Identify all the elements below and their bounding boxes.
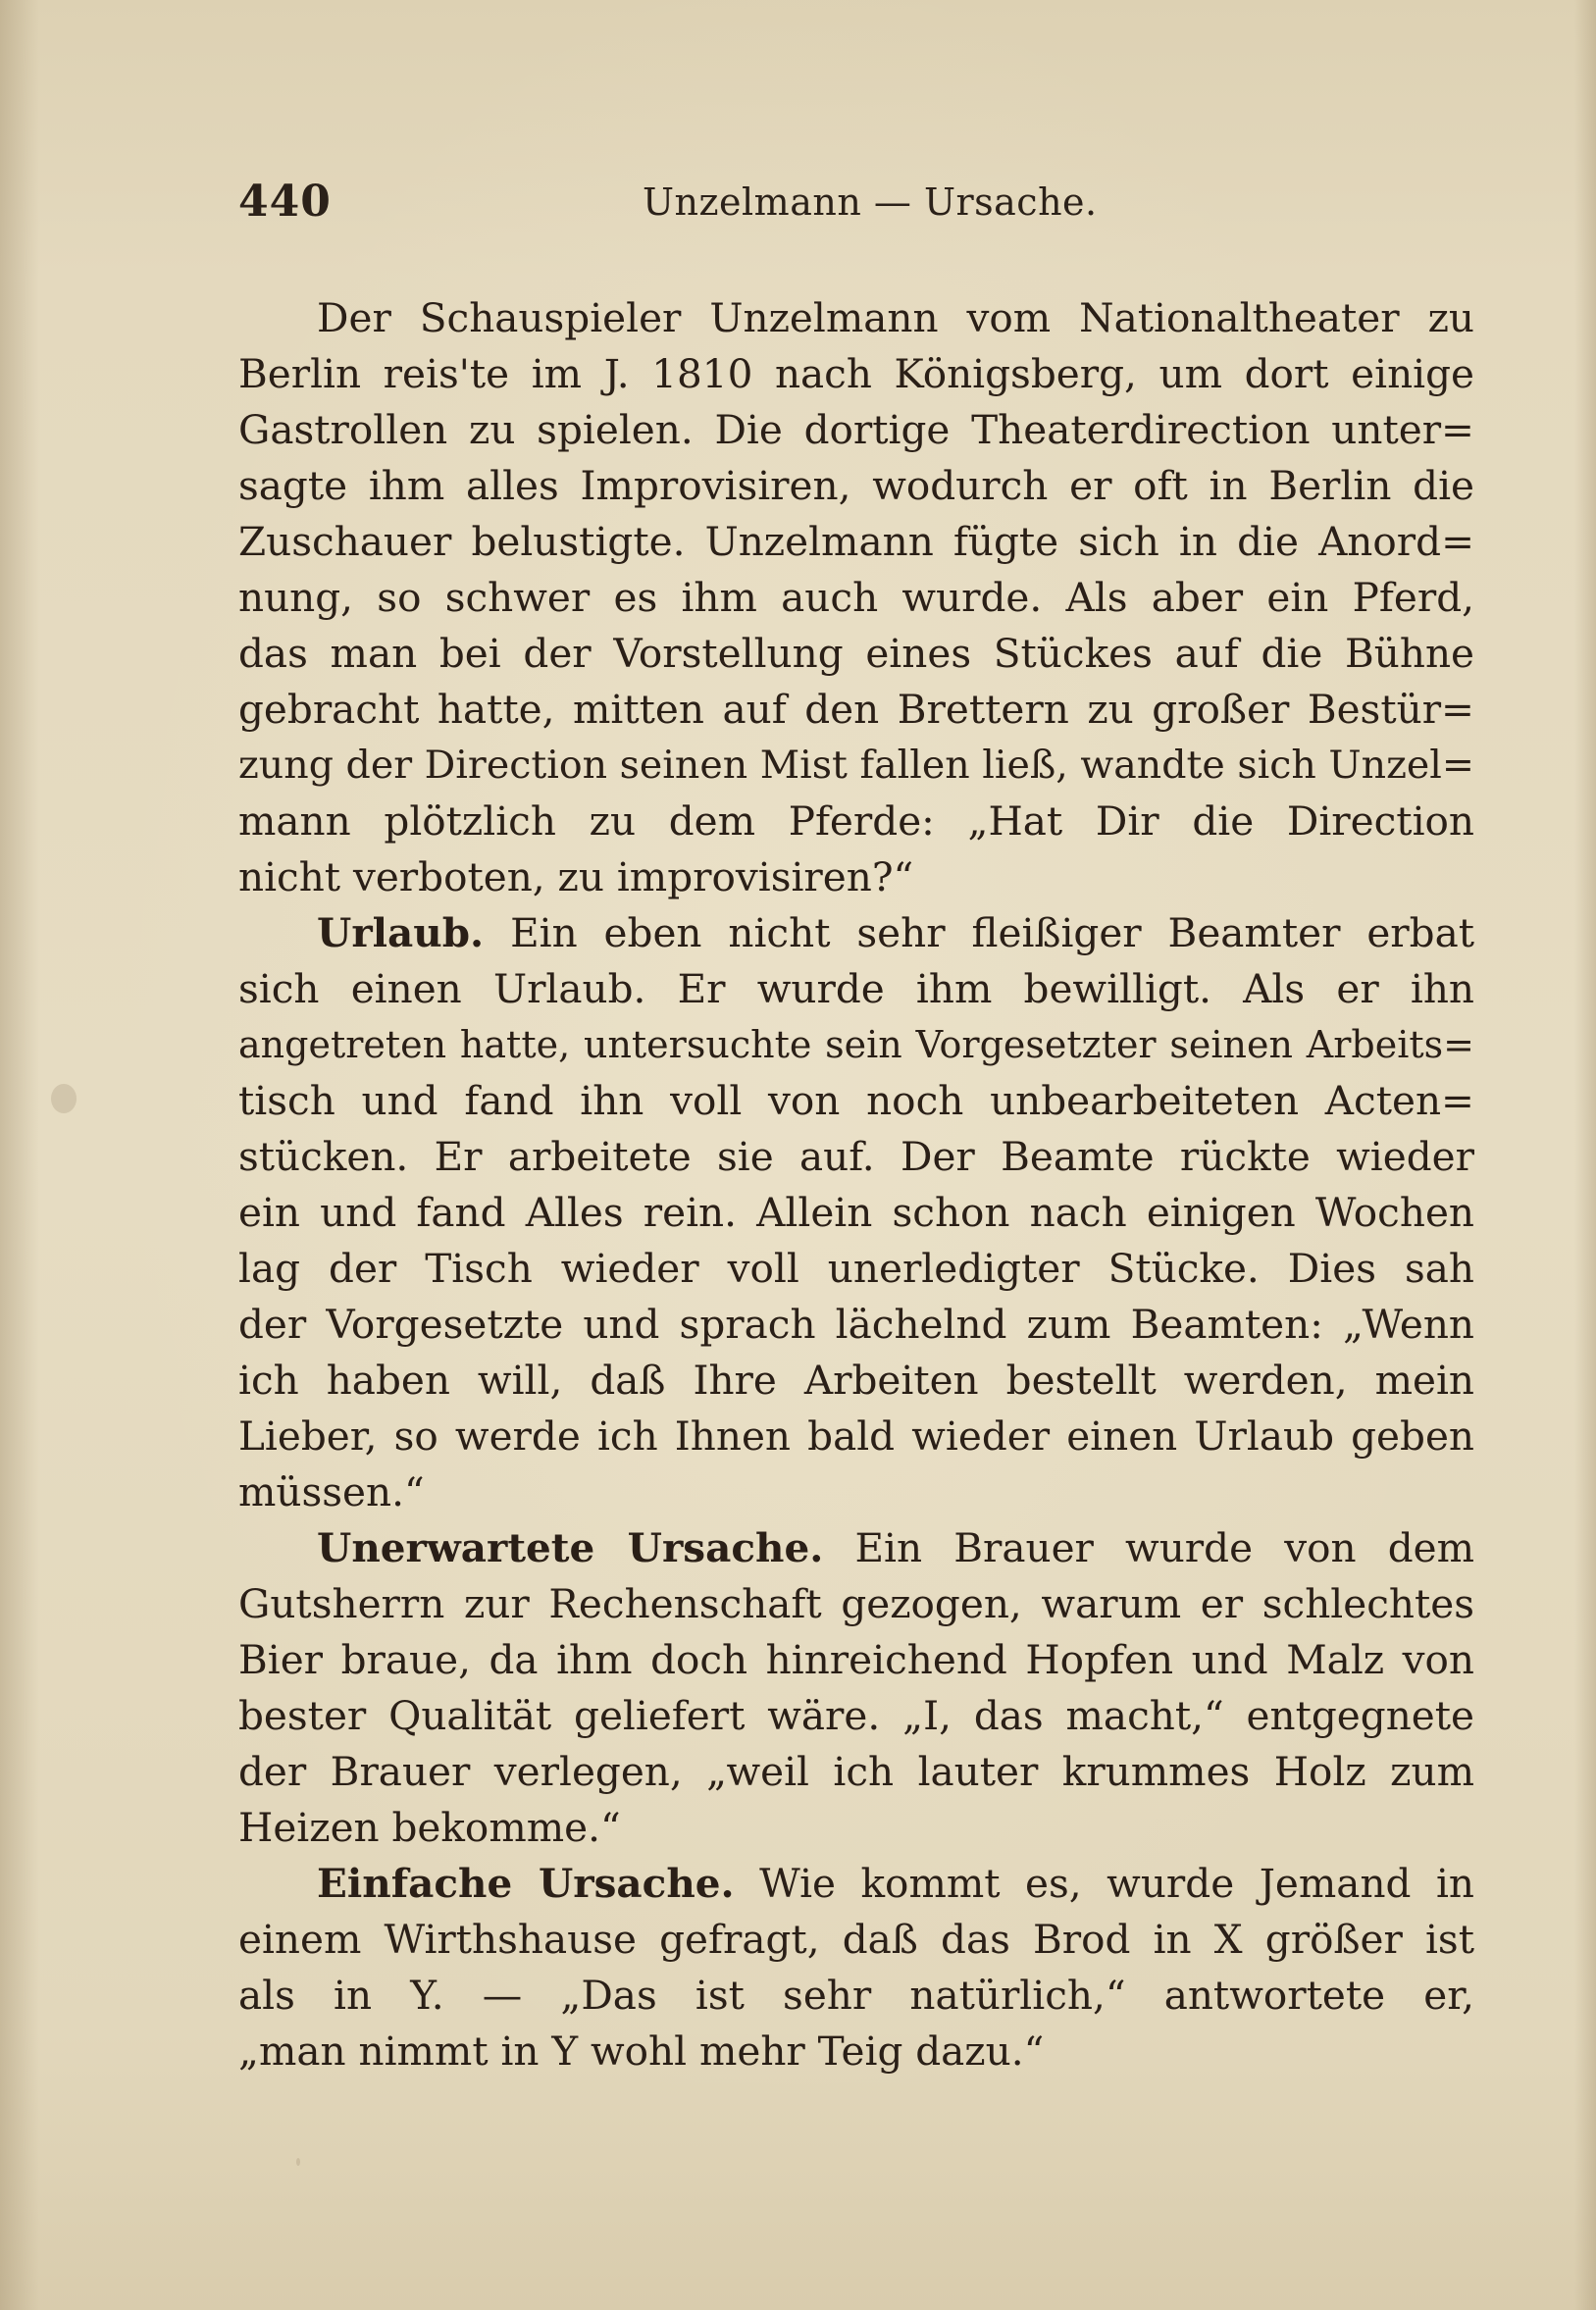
text-line: das man bei der Vorstellung eines Stückes auf die Bühne [238,630,1474,677]
text-line: nicht verboten, zu improvisiren?“ [238,853,914,900]
text-line-content: Ein Brauer wurde von dem [854,1524,1474,1571]
text-line: bester Qualität geliefert wäre. „I, das macht,“ entgegnete [238,1692,1474,1739]
text-line-content: Ein eben nicht sehr fleißiger Beamter erbat [510,909,1475,956]
text-line: Bier braue, da ihm doch hinreichend Hopfen und Malz von [238,1636,1474,1683]
text-line: Gutsherrn zur Rechenschaft gezogen, warum er schlechtes [238,1580,1474,1627]
text-line: der Vorgesetzte und sprach lächelnd zum Beamten: „Wenn [238,1301,1474,1348]
text-line: Lieber, so werde ich Ihnen bald wieder einen Urlaub geben [238,1412,1474,1460]
text-line [238,1856,1474,1912]
text-line: ich haben will, daß Ihre Arbeiten bestellt werden, mein [238,1357,1474,1404]
text-line: Der Schauspieler Unzelmann vom Nationaltheater zu [317,294,1474,341]
page-header [238,177,1474,241]
text-line: Gastrollen zu spielen. Die dortige Theaterdirection unter= [238,406,1474,453]
text-line: ein und fand Alles rein. Allein schon nach einigen Wochen [238,1189,1474,1236]
text-line: müssen.“ [238,1468,425,1515]
text-line: als in Y. — „Das ist sehr natürlich,“ antwortete er, [238,1972,1474,2019]
text-line: tisch und fand ihn voll von noch unbearbeiteten Acten= [238,1077,1474,1124]
text-line: lag der Tisch wieder voll unerledigter Stücke. Dies sah [238,1245,1474,1292]
text-line: Berlin reis'te im J. 1810 nach Königsberg, um dort einige [238,350,1474,397]
section-heading: Einfache Ursache. [317,1860,735,1907]
text-line: gebracht hatte, mitten auf den Brettern zu großer Bestür= [238,686,1474,733]
paper-stain [51,1084,77,1113]
text-line: zung der Direction seinen Mist fallen ließ, wandte sich Unzel= [238,743,1474,788]
paper-speck [296,2158,300,2166]
page-number: 440 [238,177,332,227]
text-line: einem Wirthshause gefragt, daß das Brod in X größer ist [238,1916,1474,1963]
text-line [238,1520,1474,1576]
text-line: sich einen Urlaub. Er wurde ihm bewilligt. Als er ihn [238,965,1474,1012]
section-heading: Unerwartete Ursache. [317,1524,824,1571]
text-line: „man nimmt in Y wohl mehr Teig dazu.“ [238,2028,1045,2075]
running-head: Unzelmann — Ursache. [643,180,1098,224]
text-line: sagte ihm alles Improvisiren, wodurch er oft in Berlin die [238,462,1474,509]
text-line: nung, so schwer es ihm auch wurde. Als aber ein Pferd, [238,574,1474,621]
text-line-content: Wie kommt es, wurde Jemand in [759,1860,1475,1907]
text-line: mann plötzlich zu dem Pferde: „Hat Dir die Direction [238,797,1474,845]
text-line: stücken. Er arbeitete sie auf. Der Beamte rückte wieder [238,1133,1474,1180]
text-line: der Brauer verlegen, „weil ich lauter krummes Holz zum [238,1748,1474,1795]
text-line: angetreten hatte, untersuchte sein Vorgesetzter seinen Arbeits= [238,1023,1474,1066]
body-text [238,290,1474,2079]
text-line: Heizen bekomme.“ [238,1804,621,1851]
text-line [238,905,1474,961]
section-heading: Urlaub. [317,909,485,956]
text-line: Zuschauer belustigte. Unzelmann fügte sich in die Anord= [238,518,1474,565]
